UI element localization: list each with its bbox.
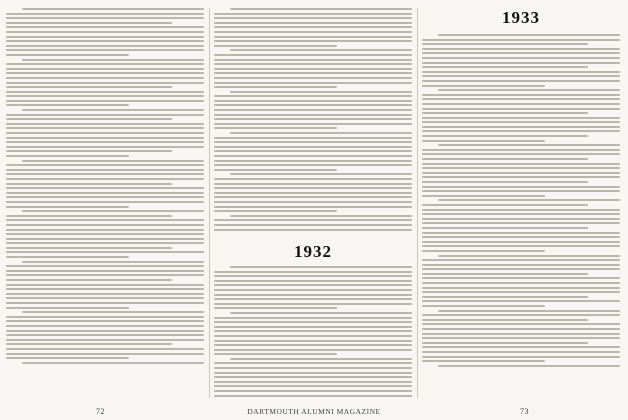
text-line <box>230 266 412 268</box>
text-line <box>422 268 620 270</box>
text-line <box>6 256 129 258</box>
text-line <box>230 132 412 134</box>
text-line <box>6 123 204 125</box>
text-line <box>438 255 620 257</box>
text-line <box>214 114 412 116</box>
text-line <box>422 360 545 362</box>
text-line <box>214 68 412 70</box>
text-line <box>422 121 620 123</box>
text-line <box>6 265 204 267</box>
text-line <box>422 342 588 344</box>
text-line <box>6 348 204 350</box>
text-line <box>422 259 620 261</box>
text-line <box>214 284 412 286</box>
text-line <box>422 218 620 220</box>
text-line <box>214 390 412 392</box>
text-line <box>6 141 204 143</box>
text-line <box>214 330 412 332</box>
text-line <box>6 146 204 148</box>
text-line <box>214 137 412 139</box>
text-line <box>6 270 204 272</box>
text-line <box>214 224 412 226</box>
text-line <box>6 72 204 74</box>
text-line <box>230 312 412 314</box>
text-line <box>422 66 588 68</box>
text-line <box>422 140 545 142</box>
column-rule <box>417 8 418 398</box>
text-line <box>6 45 204 47</box>
text-line <box>6 247 172 249</box>
text-line <box>6 238 204 240</box>
text-line <box>422 351 620 353</box>
text-line <box>22 160 204 162</box>
text-line <box>422 103 620 105</box>
text-line <box>422 195 545 197</box>
text-line <box>214 335 412 337</box>
text-line <box>214 54 412 56</box>
text-line <box>214 160 412 162</box>
text-line <box>214 275 412 277</box>
text-line <box>6 100 204 102</box>
text-line <box>214 206 412 208</box>
text-line <box>214 59 412 61</box>
text-line <box>214 376 412 378</box>
text-line <box>422 227 588 229</box>
text-line <box>22 261 204 263</box>
text-line <box>6 196 204 198</box>
text-line <box>214 150 412 152</box>
text-line <box>214 118 412 120</box>
text-line <box>422 337 620 339</box>
text-line <box>422 80 620 82</box>
text-line <box>422 98 620 100</box>
text-line <box>422 241 620 243</box>
text-line <box>6 26 204 28</box>
text-line <box>6 31 204 33</box>
text-line <box>230 8 412 10</box>
text-line <box>422 328 620 330</box>
class-heading-1933: 1933 <box>502 8 540 27</box>
text-line <box>230 91 412 93</box>
text-line <box>422 222 620 224</box>
text-line <box>6 82 204 84</box>
text-line <box>214 326 412 328</box>
text-line <box>422 273 588 275</box>
text-line <box>214 146 412 148</box>
text-line <box>214 321 412 323</box>
text-line <box>22 109 204 111</box>
text-line <box>6 316 204 318</box>
text-line <box>214 381 412 383</box>
text-line <box>6 219 204 221</box>
text-line <box>230 358 412 360</box>
text-line <box>214 127 337 129</box>
text-line <box>6 206 129 208</box>
text-line <box>214 303 412 305</box>
text-line <box>22 362 204 364</box>
text-line <box>422 236 620 238</box>
text-line <box>6 330 204 332</box>
body-text-block <box>214 266 412 398</box>
text-line <box>422 117 620 119</box>
text-line <box>214 169 337 171</box>
column-right <box>422 8 620 398</box>
text-line <box>6 183 172 185</box>
text-line <box>214 22 412 24</box>
text-line <box>230 173 412 175</box>
text-line <box>214 164 412 166</box>
text-line <box>6 297 204 299</box>
text-line <box>214 109 412 111</box>
text-line <box>422 291 620 293</box>
text-line <box>438 365 620 367</box>
text-line <box>6 63 204 65</box>
text-line <box>422 186 620 188</box>
body-text-block <box>214 8 412 233</box>
text-line <box>6 68 204 70</box>
text-line <box>6 36 204 38</box>
text-line <box>6 353 204 355</box>
text-line <box>422 287 620 289</box>
text-line <box>214 385 412 387</box>
text-line <box>6 178 204 180</box>
text-line <box>422 209 620 211</box>
text-line <box>6 288 204 290</box>
text-line <box>214 372 412 374</box>
text-line <box>214 13 412 15</box>
text-line <box>214 298 412 300</box>
text-line <box>6 137 204 139</box>
text-line <box>6 307 129 309</box>
text-line <box>422 153 620 155</box>
text-line <box>422 126 620 128</box>
text-line <box>6 169 204 171</box>
text-line <box>422 130 620 132</box>
text-line <box>6 150 172 152</box>
text-line <box>214 36 412 38</box>
text-line <box>214 187 412 189</box>
text-line <box>6 339 204 341</box>
text-line <box>6 155 129 157</box>
text-line <box>6 224 204 226</box>
text-line <box>6 215 172 217</box>
text-line <box>230 49 412 51</box>
text-line <box>6 17 204 19</box>
text-line <box>6 104 129 106</box>
text-line <box>438 310 620 312</box>
text-line <box>6 233 204 235</box>
text-line <box>422 264 620 266</box>
text-line <box>422 333 620 335</box>
text-line <box>214 63 412 65</box>
text-line <box>422 85 545 87</box>
text-line <box>6 284 204 286</box>
body-text-block <box>422 34 620 369</box>
text-line <box>22 311 204 313</box>
text-line <box>422 149 620 151</box>
text-line <box>6 95 204 97</box>
text-line <box>6 54 129 56</box>
text-line <box>438 89 620 91</box>
text-line <box>214 178 412 180</box>
text-line <box>438 199 620 201</box>
text-line <box>422 163 620 165</box>
text-line <box>422 71 620 73</box>
text-line <box>214 100 412 102</box>
text-line <box>214 77 412 79</box>
text-line <box>6 132 204 134</box>
text-line <box>214 229 412 231</box>
text-line <box>214 31 412 33</box>
text-line <box>422 52 620 54</box>
body-text-block <box>6 8 204 366</box>
text-line <box>6 251 204 253</box>
text-line <box>422 296 588 298</box>
text-line <box>6 86 172 88</box>
text-line <box>6 49 204 51</box>
column-middle <box>214 8 412 398</box>
text-line <box>6 77 204 79</box>
text-line <box>214 219 412 221</box>
column-left <box>6 8 204 398</box>
text-line <box>422 300 620 302</box>
text-line <box>438 144 620 146</box>
text-line <box>422 213 620 215</box>
text-line <box>422 245 620 247</box>
page-number-right: 73 <box>520 407 529 416</box>
text-line <box>6 187 204 189</box>
text-line <box>422 158 588 160</box>
text-line <box>214 183 412 185</box>
text-line <box>422 204 588 206</box>
text-line <box>22 210 204 212</box>
text-line <box>22 59 204 61</box>
text-line <box>214 294 412 296</box>
text-line <box>422 48 620 50</box>
text-line <box>422 39 620 41</box>
text-line <box>214 362 412 364</box>
text-line <box>6 192 204 194</box>
text-line <box>422 75 620 77</box>
text-line <box>214 196 412 198</box>
text-line <box>6 357 129 359</box>
text-line <box>6 201 204 203</box>
text-line <box>6 242 204 244</box>
text-line <box>422 323 620 325</box>
text-line <box>422 282 620 284</box>
text-line <box>6 293 204 295</box>
text-line <box>22 8 204 10</box>
text-line <box>422 108 620 110</box>
text-line <box>422 135 588 137</box>
text-line <box>6 173 204 175</box>
text-line <box>422 356 620 358</box>
text-line <box>214 210 337 212</box>
text-line <box>214 349 412 351</box>
text-line <box>214 141 412 143</box>
text-line <box>422 346 620 348</box>
text-line <box>422 94 620 96</box>
text-line <box>214 104 412 106</box>
text-line <box>6 302 204 304</box>
text-line <box>214 95 412 97</box>
text-line <box>6 13 204 15</box>
text-line <box>422 314 620 316</box>
text-line <box>6 40 204 42</box>
text-line <box>214 201 412 203</box>
text-line <box>214 289 412 291</box>
text-line <box>6 343 172 345</box>
text-line <box>214 280 412 282</box>
text-line <box>214 317 412 319</box>
text-line <box>214 271 412 273</box>
text-line <box>422 57 620 59</box>
text-line <box>6 320 204 322</box>
text-line <box>422 190 620 192</box>
text-line <box>6 22 172 24</box>
text-line <box>6 279 172 281</box>
text-line <box>6 91 204 93</box>
text-line <box>230 215 412 217</box>
text-line <box>214 17 412 19</box>
text-line <box>214 344 412 346</box>
text-line <box>6 229 204 231</box>
text-line <box>438 34 620 36</box>
text-line <box>214 307 337 309</box>
text-line <box>6 164 204 166</box>
text-line <box>6 334 204 336</box>
text-line <box>422 172 620 174</box>
text-line <box>214 45 337 47</box>
text-line <box>422 250 545 252</box>
text-line <box>214 192 412 194</box>
text-line <box>6 325 204 327</box>
text-line <box>214 82 412 84</box>
page-footer <box>0 402 628 420</box>
text-line <box>6 127 204 129</box>
text-line <box>214 395 412 397</box>
text-line <box>422 277 620 279</box>
class-heading-1932: 1932 <box>294 242 332 261</box>
text-line <box>214 155 412 157</box>
column-rule <box>209 8 210 398</box>
text-line <box>214 340 412 342</box>
text-line <box>6 118 172 120</box>
text-line <box>422 232 620 234</box>
text-line <box>214 72 412 74</box>
text-line <box>214 123 412 125</box>
text-line <box>422 181 588 183</box>
text-line <box>214 353 337 355</box>
text-line <box>422 176 620 178</box>
text-line <box>214 86 337 88</box>
text-line <box>214 26 412 28</box>
magazine-name: DARTMOUTH ALUMNI MAGAZINE <box>247 407 381 416</box>
text-line <box>422 62 620 64</box>
text-line <box>422 305 545 307</box>
text-line <box>6 274 204 276</box>
text-line <box>214 367 412 369</box>
text-line <box>6 114 204 116</box>
text-line <box>214 40 412 42</box>
text-line <box>422 112 588 114</box>
page-number-left: 72 <box>96 407 105 416</box>
text-line <box>422 43 588 45</box>
text-line <box>422 319 588 321</box>
text-line <box>422 167 620 169</box>
